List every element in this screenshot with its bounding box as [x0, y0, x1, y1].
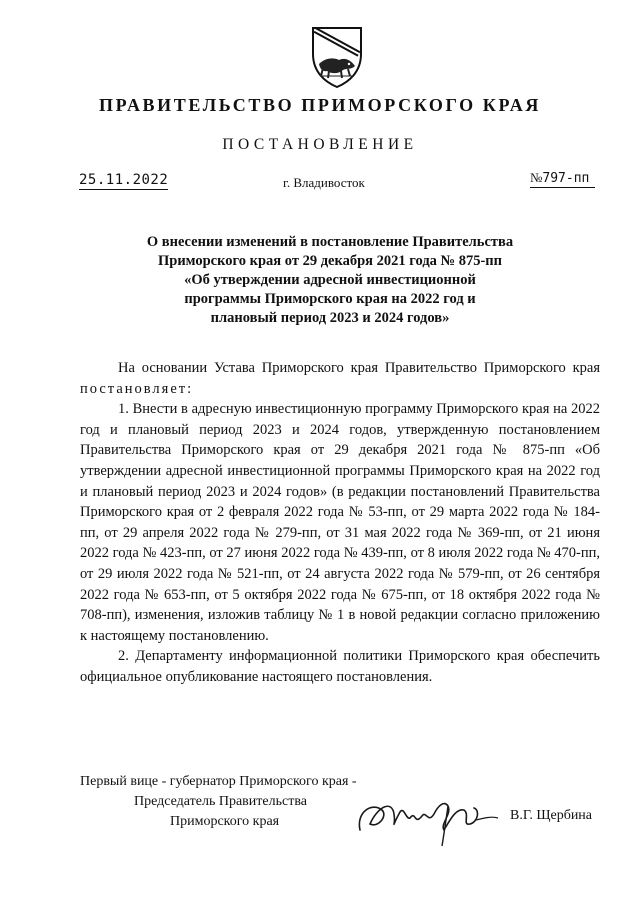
coat-of-arms-icon — [303, 24, 371, 90]
government-title: ПРАВИТЕЛЬСТВО ПРИМОРСКОГО КРАЯ — [99, 95, 541, 115]
position-line: Приморского края — [170, 814, 280, 829]
document-city: г. Владивосток — [283, 175, 365, 190]
subject-line: программы Приморского края на 2022 год и — [184, 291, 476, 307]
document-date: 25.11.2022 — [79, 172, 169, 188]
number-value: 797-пп — [542, 171, 590, 186]
signatory-position — [80, 772, 357, 832]
signer-name: В.Г. Щербина — [510, 808, 593, 823]
document-type: ПОСТАНОВЛЕНИЕ — [222, 136, 418, 153]
document-subject — [120, 233, 540, 328]
subject-line: плановый период 2023 и 2024 годов» — [210, 310, 450, 326]
intro-keyword: постановляет: — [80, 380, 194, 397]
handwritten-signature — [352, 790, 502, 850]
item-2-paragraph: 2. Департаменту информационной политики Приморского края обеспечить официальное опубликование настоящего постановления. — [80, 648, 600, 685]
number-prefix: № — [530, 170, 543, 185]
subject-line: «Об утверждении адресной инвестиционной — [184, 272, 476, 288]
document-body — [80, 358, 600, 688]
subject-line: О внесении изменений в постановление Правительства — [146, 234, 514, 250]
intro-paragraph — [80, 358, 600, 399]
position-line: Первый вице - губернатор Приморского края - — [80, 774, 357, 789]
document-number — [530, 170, 595, 188]
intro-text: На основании Устава Приморского края Правительство Приморского края — [118, 360, 600, 376]
item-1-paragraph: 1. Внести в адресную инвестиционную программу Приморского края на 2022 год и плановый период 2023 и 2024 годов, утвержденную постановлением Правительства Приморского края от 29 декабря 2021 года № 875-пп «Об утверждении адресной инвестиционной программы Приморского края на 2022 год и плановый период 2023 и 2024 годов» (в редакции постановлений Правительства Приморского края от 2 февраля 2022 года № 53-пп, от 29 марта 2022 года № 184-пп, от 29 апреля 2022 года № 279-пп, от 31 мая 2022 года № 369-пп, от 21 июня 2022 года № 423-пп, от 27 июня 2022 года № 439-пп, от 8 июля 2022 года № 470-пп, от 29 июля 2022 года № 521-пп, от 24 августа 2022 года № 579-пп, от 26 сентября 2022 года № 653-пп, от 5 октября 2022 года № 675-пп, от 18 октября 2022 года № 708-пп), изменения, изложив таблицу № 1 в новой редакции согласно приложению к настоящему постановлению. — [80, 401, 600, 644]
position-line: Председатель Правительства — [134, 794, 307, 809]
subject-line: Приморского края от 29 декабря 2021 года № 875-пп — [157, 253, 503, 269]
